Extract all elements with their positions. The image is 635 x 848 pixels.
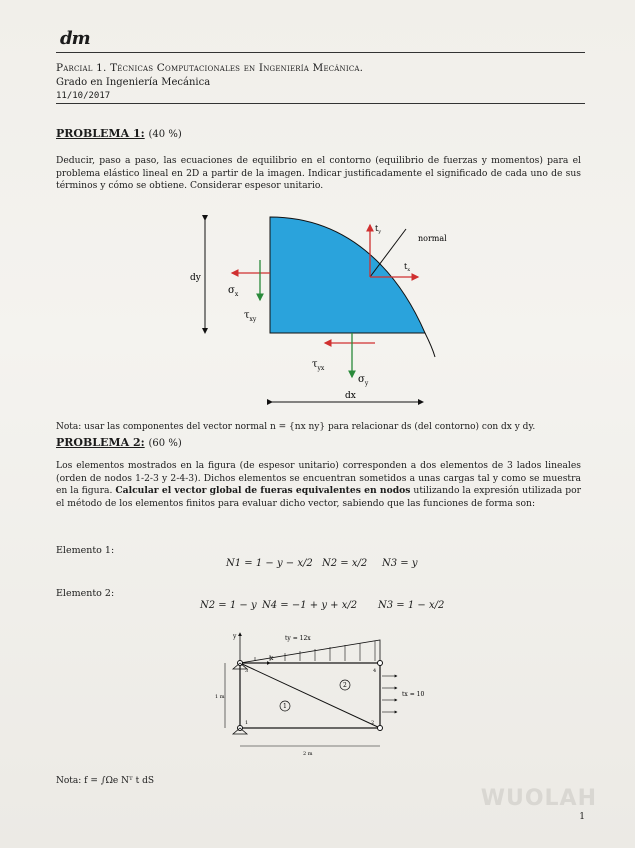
- x-axis-label: x: [270, 655, 274, 662]
- node-2-label: 2: [371, 720, 375, 726]
- normal-label: normal: [418, 234, 447, 243]
- element2-n3: N3 = 1 − x/2: [378, 600, 445, 611]
- element1-n1: N1 = 1 − y − x/2: [226, 558, 313, 569]
- top-load-label: ty = 12x: [285, 635, 311, 642]
- problem1-heading: PROBLEMA 1: (40 %): [56, 127, 182, 140]
- element1-n3: N3 = y: [382, 558, 418, 569]
- element-diagonal: [240, 663, 380, 728]
- sigma-y-label: $\sigma_y$: [358, 374, 369, 387]
- node-4-label: 4: [373, 668, 377, 674]
- problem1-note: Nota: usar las componentes del vector normal n = {nx ny} para relacionar ds (del contorno) con dx y dy.: [56, 422, 536, 432]
- width-label: 2 m: [303, 751, 313, 757]
- watermark: WUOLAH: [480, 786, 597, 811]
- element1-n2: N2 = x/2: [322, 558, 368, 569]
- university-logo: dm: [60, 28, 90, 49]
- problem2-statement: Los elementos mostrados en la figura (de espesor unitario) corresponden a dos elementos de 3 lados lineales (orden de nodos 1-2-3 y 2-4-3). Dichos elementos se encuentran sometidos a unas cargas tal y como se muestra en la figura. Calcular el vector global de fueras equivalentes en nodos utilizando la expresión utilizada por el método de los elementos finitos para evaluar dicho vector, sabiendo que las funciones de forma son:: [56, 460, 582, 509]
- page-number: 1: [579, 812, 585, 822]
- y-axis-label: y: [233, 633, 237, 640]
- tx-label: $t_x$: [404, 262, 411, 273]
- normal-vector: [370, 229, 406, 277]
- node-1-label: 1: [245, 720, 249, 726]
- element-1-number: 1: [283, 703, 287, 710]
- sigma-x-label: $\sigma_x$: [228, 285, 239, 298]
- problem2-note: Nota: f = ∫Ωe Nᵀ t dS: [56, 776, 155, 786]
- header-rule-bottom: [56, 103, 585, 104]
- element2-n2: N2 = 1 − y: [200, 600, 257, 611]
- problem1-statement: Deducir, paso a paso, las ecuaciones de equilibrio en el contorno (equilibrio de fuerzas y momentos) para el problema elástico lineal en 2D a partir de la imagen. Indicar justificadamente el significado de cada uno de sus términos y cómo se obtiene. Considerar espesor unitario.: [56, 155, 581, 191]
- element1-label: Elemento 1:: [56, 545, 115, 556]
- dx-label: dx: [345, 391, 356, 401]
- header-rule-top: [56, 52, 585, 53]
- tau-xy-label: $\tau_{xy}$: [244, 310, 257, 323]
- height-label: 1 m: [215, 694, 225, 700]
- node-3-label: 3: [245, 668, 249, 674]
- right-load-arrows: [382, 676, 397, 712]
- boundary-curve: [425, 333, 435, 357]
- element-2-number: 2: [343, 682, 347, 689]
- element2-label: Elemento 2:: [56, 588, 115, 599]
- right-load-label: tx = 10: [402, 691, 425, 698]
- problem2-task: Calcular el vector global de fueras equivalentes en nodos: [115, 485, 411, 496]
- degree-name: Grado en Ingeniería Mecánica: [56, 77, 211, 88]
- exam-date: 11/10/2017: [56, 91, 111, 101]
- problem2-figure: [215, 628, 435, 763]
- ty-label: $t_y$: [375, 224, 382, 235]
- node-2-marker: [378, 726, 383, 731]
- node-4-marker: [378, 661, 383, 666]
- problem2-heading: PROBLEMA 2: (60 %): [56, 436, 182, 449]
- top-load-distribution: [240, 640, 380, 663]
- dy-label: dy: [190, 273, 201, 283]
- element2-n4: N4 = −1 + y + x/2: [262, 600, 358, 611]
- course-title: Parcial 1. Técnicas Computacionales en Ingeniería Mecánica.: [56, 62, 364, 74]
- problem1-figure: [180, 205, 480, 420]
- tau-yx-label: $\tau_{yx}$: [312, 359, 325, 372]
